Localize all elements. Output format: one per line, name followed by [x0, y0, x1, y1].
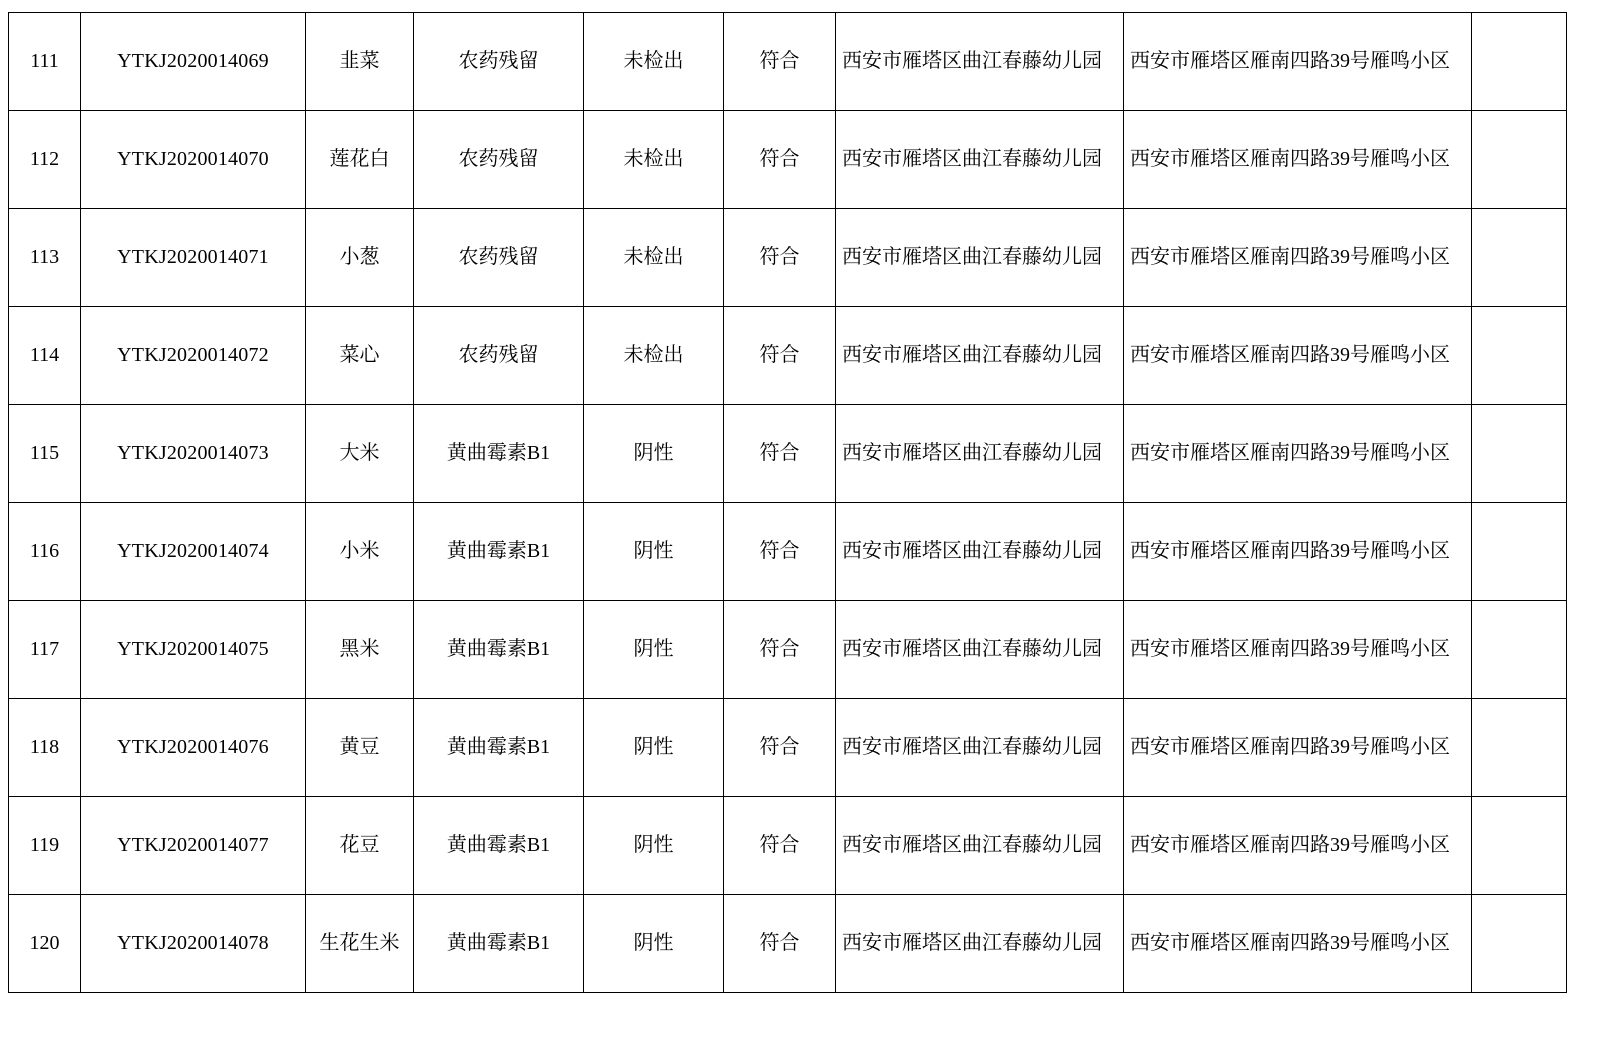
- cell-sample-code: YTKJ2020014075: [81, 601, 306, 699]
- cell-sample-code: YTKJ2020014073: [81, 405, 306, 503]
- table-row: [9, 405, 1567, 503]
- cell-test-item: 农药残留: [414, 209, 584, 307]
- cell-unit: 西安市雁塔区曲江春藤幼儿园: [836, 13, 1124, 111]
- cell-index: 115: [9, 405, 81, 503]
- cell-sample-code: YTKJ2020014072: [81, 307, 306, 405]
- cell-verdict: 符合: [724, 13, 836, 111]
- cell-address: 西安市雁塔区雁南四路39号雁鸣小区: [1124, 601, 1472, 699]
- inspection-results-table: [8, 12, 1567, 993]
- cell-address: 西安市雁塔区雁南四路39号雁鸣小区: [1124, 503, 1472, 601]
- cell-verdict: 符合: [724, 895, 836, 993]
- cell-sample-code: YTKJ2020014070: [81, 111, 306, 209]
- cell-sample-name: 黑米: [306, 601, 414, 699]
- cell-sample-name: 生花生米: [306, 895, 414, 993]
- cell-index: 114: [9, 307, 81, 405]
- cell-note: [1472, 895, 1567, 993]
- cell-unit: 西安市雁塔区曲江春藤幼儿园: [836, 797, 1124, 895]
- cell-index: 116: [9, 503, 81, 601]
- cell-test-item: 黄曲霉素B1: [414, 699, 584, 797]
- cell-note: [1472, 13, 1567, 111]
- cell-sample-name: 菜心: [306, 307, 414, 405]
- cell-address: 西安市雁塔区雁南四路39号雁鸣小区: [1124, 405, 1472, 503]
- cell-note: [1472, 797, 1567, 895]
- cell-test-result: 阴性: [584, 601, 724, 699]
- cell-verdict: 符合: [724, 699, 836, 797]
- cell-test-item: 黄曲霉素B1: [414, 895, 584, 993]
- cell-note: [1472, 307, 1567, 405]
- table-row: [9, 307, 1567, 405]
- cell-verdict: 符合: [724, 405, 836, 503]
- table-row: [9, 797, 1567, 895]
- cell-sample-code: YTKJ2020014071: [81, 209, 306, 307]
- cell-verdict: 符合: [724, 503, 836, 601]
- cell-test-result: 阴性: [584, 405, 724, 503]
- cell-unit: 西安市雁塔区曲江春藤幼儿园: [836, 895, 1124, 993]
- cell-sample-name: 大米: [306, 405, 414, 503]
- cell-address: 西安市雁塔区雁南四路39号雁鸣小区: [1124, 13, 1472, 111]
- cell-test-result: 阴性: [584, 895, 724, 993]
- table-row: [9, 699, 1567, 797]
- cell-unit: 西安市雁塔区曲江春藤幼儿园: [836, 111, 1124, 209]
- table-row: [9, 209, 1567, 307]
- cell-sample-code: YTKJ2020014077: [81, 797, 306, 895]
- cell-unit: 西安市雁塔区曲江春藤幼儿园: [836, 601, 1124, 699]
- cell-note: [1472, 111, 1567, 209]
- cell-test-result: 未检出: [584, 307, 724, 405]
- cell-test-item: 黄曲霉素B1: [414, 503, 584, 601]
- cell-unit: 西安市雁塔区曲江春藤幼儿园: [836, 503, 1124, 601]
- cell-test-result: 阴性: [584, 503, 724, 601]
- cell-verdict: 符合: [724, 797, 836, 895]
- cell-test-item: 黄曲霉素B1: [414, 797, 584, 895]
- table-row: [9, 895, 1567, 993]
- table-row: [9, 503, 1567, 601]
- cell-test-result: 阴性: [584, 797, 724, 895]
- cell-address: 西安市雁塔区雁南四路39号雁鸣小区: [1124, 307, 1472, 405]
- cell-test-item: 农药残留: [414, 111, 584, 209]
- cell-index: 113: [9, 209, 81, 307]
- cell-verdict: 符合: [724, 209, 836, 307]
- cell-sample-code: YTKJ2020014078: [81, 895, 306, 993]
- cell-note: [1472, 503, 1567, 601]
- cell-note: [1472, 405, 1567, 503]
- cell-index: 120: [9, 895, 81, 993]
- cell-sample-code: YTKJ2020014076: [81, 699, 306, 797]
- cell-test-result: 未检出: [584, 13, 724, 111]
- cell-sample-name: 小米: [306, 503, 414, 601]
- cell-test-item: 黄曲霉素B1: [414, 405, 584, 503]
- table-row: [9, 601, 1567, 699]
- cell-verdict: 符合: [724, 307, 836, 405]
- cell-index: 111: [9, 13, 81, 111]
- cell-index: 112: [9, 111, 81, 209]
- cell-test-result: 阴性: [584, 699, 724, 797]
- cell-sample-name: 黄豆: [306, 699, 414, 797]
- cell-note: [1472, 209, 1567, 307]
- table-row: [9, 111, 1567, 209]
- table-body: [9, 13, 1567, 993]
- cell-test-item: 农药残留: [414, 307, 584, 405]
- cell-address: 西安市雁塔区雁南四路39号雁鸣小区: [1124, 699, 1472, 797]
- cell-index: 117: [9, 601, 81, 699]
- table-row: [9, 13, 1567, 111]
- cell-sample-code: YTKJ2020014074: [81, 503, 306, 601]
- cell-sample-code: YTKJ2020014069: [81, 13, 306, 111]
- cell-sample-name: 花豆: [306, 797, 414, 895]
- cell-address: 西安市雁塔区雁南四路39号雁鸣小区: [1124, 111, 1472, 209]
- cell-index: 119: [9, 797, 81, 895]
- cell-sample-name: 莲花白: [306, 111, 414, 209]
- cell-address: 西安市雁塔区雁南四路39号雁鸣小区: [1124, 797, 1472, 895]
- cell-note: [1472, 601, 1567, 699]
- cell-test-result: 未检出: [584, 111, 724, 209]
- cell-note: [1472, 699, 1567, 797]
- cell-sample-name: 小葱: [306, 209, 414, 307]
- cell-unit: 西安市雁塔区曲江春藤幼儿园: [836, 307, 1124, 405]
- cell-test-item: 黄曲霉素B1: [414, 601, 584, 699]
- cell-test-result: 未检出: [584, 209, 724, 307]
- cell-address: 西安市雁塔区雁南四路39号雁鸣小区: [1124, 895, 1472, 993]
- cell-verdict: 符合: [724, 601, 836, 699]
- cell-unit: 西安市雁塔区曲江春藤幼儿园: [836, 405, 1124, 503]
- cell-test-item: 农药残留: [414, 13, 584, 111]
- cell-unit: 西安市雁塔区曲江春藤幼儿园: [836, 209, 1124, 307]
- cell-verdict: 符合: [724, 111, 836, 209]
- cell-address: 西安市雁塔区雁南四路39号雁鸣小区: [1124, 209, 1472, 307]
- cell-index: 118: [9, 699, 81, 797]
- cell-sample-name: 韭菜: [306, 13, 414, 111]
- cell-unit: 西安市雁塔区曲江春藤幼儿园: [836, 699, 1124, 797]
